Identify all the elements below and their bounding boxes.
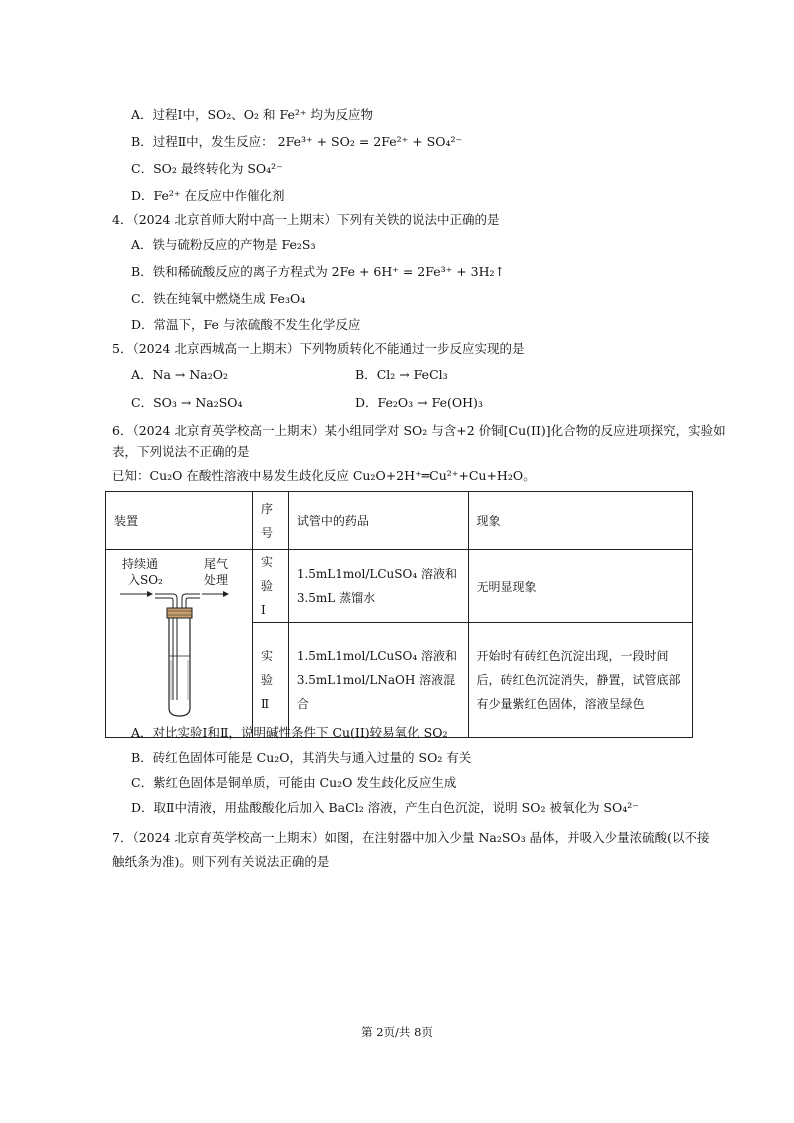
test-tube-apparatus-icon xyxy=(110,550,248,720)
option-letter: A． xyxy=(131,367,153,382)
q7-stem-line1: 7．（2024 北京育英学校高一上期末）如图，在注射器中加入少量 Na₂SO₃ 晶体，并吸入少量浓硫酸(以不接 xyxy=(112,830,710,845)
q6-option-c xyxy=(131,774,456,792)
option-letter: D． xyxy=(131,188,154,203)
q4-option-c xyxy=(131,290,305,308)
option-text: 取Ⅱ中清液，用盐酸酸化后加入 BaCl₂ 溶液，产生白色沉淀，说明 SO₂ 被氧化为 SO₄²⁻ xyxy=(153,800,639,815)
option-text: 紫红色固体是铜单质，可能由 Cu₂O 发生歧化反应生成 xyxy=(153,775,457,790)
q3-option-d xyxy=(131,187,285,205)
reagent-line: 3.5mL1mol/LNaOH 溶液混合 xyxy=(296,673,456,711)
option-text: 常温下，Fe 与浓硫酸不发生化学反应 xyxy=(153,317,361,332)
q5-option-d xyxy=(355,394,483,412)
header-reagent: 试管中的药品 xyxy=(288,492,468,550)
q6-option-b xyxy=(131,749,471,767)
option-text: 过程Ⅱ中，发生反应： 2Fe³⁺ + SO₂ = 2Fe²⁺ + SO₄²⁻ xyxy=(152,134,463,149)
apparatus-cell xyxy=(106,550,253,738)
option-letter: D． xyxy=(131,800,154,815)
option-text: Fe₂O₃ → Fe(OH)₃ xyxy=(377,395,483,410)
option-text: 铁在纯氧中燃烧生成 Fe₃O₄ xyxy=(153,291,306,306)
page-number: 第 2页/共 8页 xyxy=(361,1025,433,1039)
reagent-line: 1.5mL1mol/LCuSO₄ 溶液和 xyxy=(296,649,457,663)
option-text: Na → Na₂O₂ xyxy=(152,367,229,382)
q3-option-c xyxy=(131,160,283,178)
q6-stem-line1: 6．（2024 北京育英学校高一上期末）某小组同学对 SO₂ 与含+2 价铜[Cu(II)]化合物的反应进项探究，实验如 xyxy=(112,423,726,438)
option-text: Cl₂ → FeCl₃ xyxy=(376,367,448,382)
q6-known-condition: 已知：Cu₂O 在酸性溶液中易发生歧化反应 Cu₂O+2H⁺═Cu²⁺+Cu+H₂O。 xyxy=(112,468,536,483)
apparatus-diagram xyxy=(110,550,248,720)
q4-option-b xyxy=(131,263,505,281)
option-letter: B． xyxy=(131,264,153,279)
phenomenon-cell: 开始时有砖红色沉淀出现，一段时间后，砖红色沉淀消失，静置，试管底部有少量紫红色固体，溶液呈绿色 xyxy=(468,623,692,738)
reagent-cell xyxy=(288,623,468,738)
table-row xyxy=(106,550,693,623)
q4-stem: 4．（2024 北京首师大附中高一上期末）下列有关铁的说法中正确的是 xyxy=(112,212,500,227)
q5-option-b xyxy=(355,366,448,384)
seq-cell: 实验Ⅱ xyxy=(253,623,289,738)
option-letter: A． xyxy=(131,107,153,122)
option-letter: C． xyxy=(131,395,154,410)
option-text: 铁和稀硫酸反应的离子方程式为 2Fe + 6H⁺ = 2Fe³⁺ + 3H₂↑ xyxy=(152,264,506,279)
phenomenon-cell: 无明显现象 xyxy=(468,550,692,623)
option-letter: A． xyxy=(131,725,153,740)
option-letter: C． xyxy=(131,775,154,790)
option-letter: D． xyxy=(355,395,378,410)
option-letter: B． xyxy=(131,134,153,149)
q3-option-a xyxy=(131,106,373,124)
header-seq: 序号 xyxy=(253,492,289,550)
option-letter: C． xyxy=(131,161,154,176)
option-letter: B． xyxy=(355,367,377,382)
header-phenomenon: 现象 xyxy=(468,492,692,550)
outlet-label-bottom: 处理 xyxy=(204,573,229,587)
option-letter: D． xyxy=(131,317,154,332)
option-text: 砖红色固体可能是 Cu₂O，其消失与通入过量的 SO₂ 有关 xyxy=(152,750,472,765)
q5-stem: 5．（2024 北京西城高一上期末）下列物质转化不能通过一步反应实现的是 xyxy=(112,341,525,356)
q6-option-a xyxy=(131,724,447,742)
q5-option-c xyxy=(131,394,243,412)
q6-option-d xyxy=(131,799,639,817)
option-text: SO₂ 最终转化为 SO₄²⁻ xyxy=(153,161,283,176)
header-apparatus: 装置 xyxy=(106,492,253,550)
option-text: 对比实验Ⅰ和Ⅱ，说明碱性条件下 Cu(II)较易氧化 SO₂ xyxy=(152,725,448,740)
option-text: 过程Ⅰ中，SO₂、O₂ 和 Fe²⁺ 均为反应物 xyxy=(152,107,373,122)
option-text: SO₃ → Na₂SO₄ xyxy=(153,395,243,410)
experiment-table xyxy=(105,491,693,738)
table-header-row xyxy=(106,492,693,550)
reagent-line: 1.5mL1mol/LCuSO₄ 溶液和 xyxy=(296,567,457,581)
reagent-cell xyxy=(288,550,468,623)
option-text: Fe²⁺ 在反应中作催化剂 xyxy=(153,188,285,203)
option-letter: C． xyxy=(131,291,154,306)
outlet-label-top: 尾气 xyxy=(204,557,229,571)
reagent-line: 3.5mL 蒸馏水 xyxy=(296,591,376,605)
q3-option-b xyxy=(131,133,462,151)
q4-option-a xyxy=(131,236,315,254)
inlet-label-top: 持续通 xyxy=(122,557,159,571)
seq-cell: 实验Ⅰ xyxy=(253,550,289,623)
q7-stem-line2: 触纸条为准)。则下列有关说法正确的是 xyxy=(112,854,330,869)
option-letter: A． xyxy=(131,237,153,252)
option-letter: B． xyxy=(131,750,153,765)
inlet-label-bottom: 入SO₂ xyxy=(128,573,163,587)
q5-option-a xyxy=(131,366,228,384)
option-text: 铁与硫粉反应的产物是 Fe₂S₃ xyxy=(152,237,316,252)
q4-option-d xyxy=(131,316,360,334)
q6-stem-line2: 表，下列说法不正确的是 xyxy=(112,444,250,459)
